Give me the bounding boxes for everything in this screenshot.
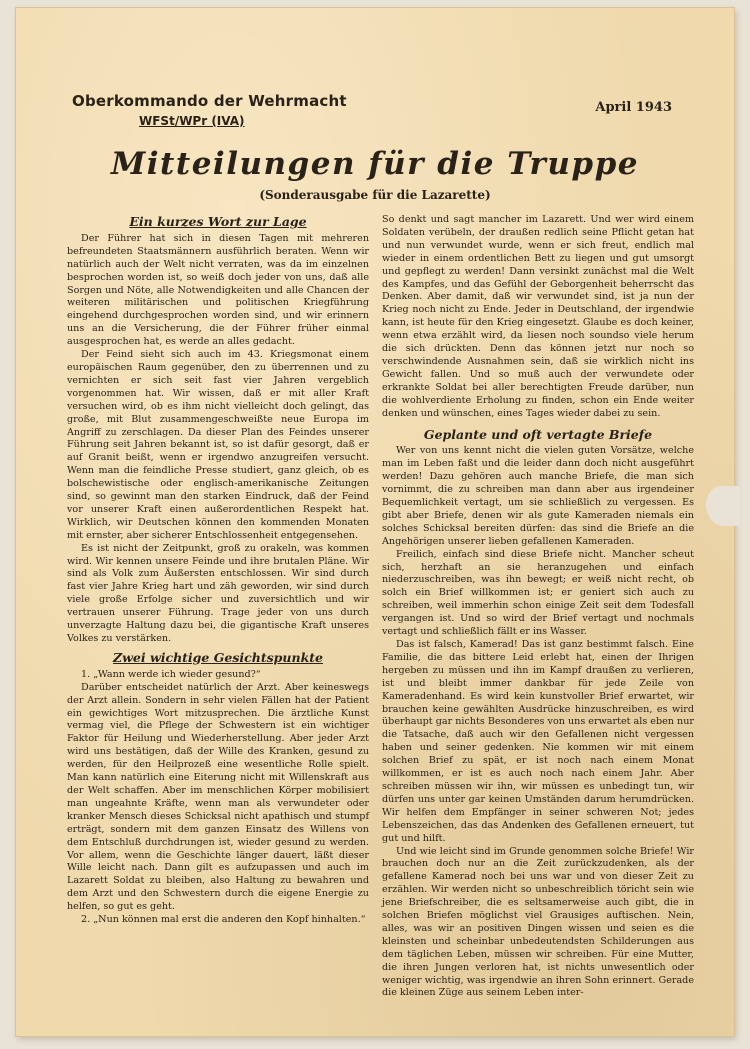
page-title: Mitteilungen für die Truppe (110, 146, 640, 182)
organization-name: Oberkommando der Wehrmacht (72, 92, 347, 110)
column-right (382, 214, 694, 1000)
question-1: 1. „Wann werde ich wieder gesund?“ (81, 668, 261, 680)
column-left (67, 214, 369, 927)
paragraph: Darüber entscheidet natürlich der Arzt. Aber keineswegs der Arzt allein. Sondern in sehr vielen Fällen hat der Patient ein gewichtiges Wort mitzusprechen. Die ärztliche Kunst vermag viel, die Pflege der Schwestern ist ein wichtiger Faktor für Heilung und Wiederherstellung. Aber jeder Arzt wird uns bestätigen, daß der Wille des Kranken, gesund zu werden, für den Heilprozeß eine wesentliche Rolle spielt. Man kann natürlich eine Eiterung nicht mit Willenskraft aus der Welt schaffen. Aber im menschlichen Körper mobilisiert man ungeahnte Kräfte, wenn man als verwundeter oder kranker Mensch dieses Schicksal nicht apathisch und stumpf erträgt, sondern mit dem ganzen Einsatz des Willens von dem Entschluß durchdrungen ist, wieder gesund zu werden. Vor allem, wenn die Geschichte länger dauert, läßt dieser Wille leicht nach. Dann gilt es aufzupassen und auch im Lazarett Soldat zu bleiben, also Haltung zu bewahren und dem Arzt und den Schwestern durch die eigene Energie zu helfen, so gut es geht. (67, 681, 369, 913)
paragraph: Es ist nicht der Zeitpunkt, groß zu orakeln, was kommen wird. Wir kennen unsere Feinde und ihre brutalen Pläne. Wir sind als Volk zum Äußersten entschlossen. Wir sind durch fast vier Jahre Krieg hart und zäh geworden, wir sind durch viele große Erfolge sicher und zuversichtlich und wir vertrauen unserer Führung. Trage jeder von uns durch unverzagte Haltung dazu bei, die gigantische Kraft unseres Volkes zu verstärken. (67, 542, 369, 644)
paragraph: Und wie leicht sind im Grunde genommen solche Briefe! Wir brauchen doch nur an die Zeit zurückzudenken, als der gefallene Kamerad noch bei uns war und von dieser Zeit zu erzählen. Wir werden nicht so unbeschreiblich töricht sein wie jene Briefschreiber, die es seltsamerweise auch gibt, die in solchen Briefen möglichst viel Grausiges auftischen. Nein, alles, was wir an positiven Dingen wissen und seien es die kleinsten und scheinbar unbedeutendsten Schilderungen aus dem täglichen Leben, müssen wir schreiben. Für eine Mutter, die ihren Jungen verloren hat, ist nichts unwesentlich oder weniger wichtig, was irgendwie an ihren Sohn erinnert. Gerade die kleinen Züge aus seinem Leben inter- (382, 845, 694, 999)
section-heading-briefe: Geplante und oft vertagte Briefe (423, 426, 653, 442)
paragraph: Der Feind sieht sich auch im 43. Kriegsmonat einem europäischen Raum gegenüber, den zu überrennen und zu vernichten er sich seit fast vier Jahren vergeblich vorgenommen hat. Wir wissen, daß er mit aller Kraft versuchen wird, ob es ihm nicht vielleicht doch gelingt, das große, mit Blut zusammengeschweißte neue Europa im Angriff zu zerschlagen. Da dieser Plan des Feindes unserer Führung seit Jahren bekannt ist, so ist dafür gesorgt, daß er auf Granit beißt, wenn er irgendwo anzugreifen versucht. Wenn man die feindliche Presse studiert, ganz gleich, ob es bolschewistische oder englisch-amerikanische Zeitungen sind, so gewinnt man den starken Eindruck, daß der Feind vor unserer Kraft einen außerordentlichen Respekt hat. Wirklich, wir Deutschen können den kommenden Monaten mit ernster, aber sicherer Entschlossenheit entgegensehen. (67, 349, 369, 541)
issue-date: April 1943 (595, 100, 672, 115)
paper-tear (706, 486, 740, 526)
document-sheet (16, 8, 734, 1036)
paragraph: So denkt und sagt mancher im Lazarett. Und wer wird einem Soldaten verübeln, der draußen redlich seine Pflicht getan hat und nun verwundet wurde, wenn er sich freut, endlich mal wieder in einem ordentlichen Bett zu liegen und gut umsorgt und gepflegt zu werden! Dann versinkt zunächst mal die Welt des Kampfes, und das Gefühl der Geborgenheit beherrscht das Denken. Aber damit, daß wir verwundet sind, ist ja nun der Krieg noch nicht zu Ende. Jeder in Deutschland, der irgendwie kann, ist heute für den Krieg eingesetzt. Glaube es doch keiner, wenn etwa erzählt wird, da liesen noch soundso viele herum die sich drückten. Denn das können jetzt nur noch so verschwindende Ausnahmen sein, daß sie wirklich nicht ins Gewicht fallen. Und so muß auch der verwundete oder erkrankte Soldat bei aller berechtigten Freude darüber, nun die wohlverdiente Erholung zu finden, schon ein Ende weiter denken und wünschen, eines Tages wieder dabei zu sein. (382, 214, 694, 419)
page-subtitle: (Sonderausgabe für die Lazarette) (259, 188, 491, 202)
header-left (72, 92, 347, 128)
paragraph: Der Führer hat sich in diesen Tagen mit mehreren befreundeten Staatsmännern ausführlich beraten. Wenn wir natürlich auch der Welt nicht verraten, was da im einzelnen besprochen worden ist, so weiß doch jeder von uns, daß alle Sorgen und Nöte, alle Notwendigkeiten und alle Chancen der weiteren militärischen und politischen Kriegführung eingehend durchgesprochen worden sind, und wir erinnern uns an die Versicherung, die der Führer früher einmal ausgesprochen hat, es werde an alles gedacht. (67, 232, 369, 348)
paragraph: Wer von uns kennt nicht die vielen guten Vorsätze, welche man im Leben faßt und die leider dann doch nicht ausgeführt werden! Dazu gehören auch manche Briefe, die man sich vornimmt, die zu schreiben man dann aber aus irgendeiner Bequemlichkeit vertagt, um sie schließlich zu vergessen. Es gibt aber Briefe, denen wir als gute Kameraden niemals ein solches Schicksal bereiten dürfen: das sind die Briefe an die Angehörigen unserer lieben gefallenen Kameraden. (382, 445, 694, 547)
paragraph: Das ist falsch, Kamerad! Das ist ganz bestimmt falsch. Eine Familie, die das bittere Leid erlebt hat, einen der Ihrigen hergeben zu müssen und ihn im Kampf draußen zu verlieren, ist und bleibt immer dankbar für jede Zeile von Kameradenhand. Es wird kein kunstvoller Brief erwartet, wir brauchen keine gewählten Ausdrücke hinzuschreiben, es wird überhaupt gar nichts Besonderes von uns erwartet als eben nur die Tatsache, daß auch wir den Gefallenen nicht vergessen haben und seiner gedenken. Nie kommen wir mit einem solchen Brief zu spät, er ist noch nach einem Monat willkommen, er ist es auch noch nach einem Jahr. Aber schreiben müssen wir ihn, wir müssen es unbedingt tun, wir dürfen uns unter gar keinen Umständen darum herumdrücken. Wir helfen dem Empfänger in seiner schweren Not; jedes Lebenszeichen, das das Andenken des Gefallenen erneuert, tut gut und hilft. (382, 639, 694, 844)
paragraph: Freilich, einfach sind diese Briefe nicht. Mancher scheut sich, herzhaft an sie heranzugehen und einfach niederzuschreiben, was ihn bewegt; er weiß nicht recht, ob solch ein Brief willkommen ist; er geniert sich auch zu schreiben, weil immerhin schon einige Zeit seit dem Todesfall vergangen ist. Und so wird der Brief vertagt und nochmals vertagt und schließlich fällt er ins Wasser. (382, 548, 694, 638)
section-heading-lage: Ein kurzes Wort zur Lage (129, 214, 307, 229)
question-2: 2. „Nun können mal erst die anderen den Kopf hinhalten.“ (81, 914, 366, 926)
section-heading-gesichtspunkte: Zwei wichtige Gesichtspunkte (113, 649, 323, 665)
department-code: WFSt/WPr (IVA) (139, 114, 245, 128)
